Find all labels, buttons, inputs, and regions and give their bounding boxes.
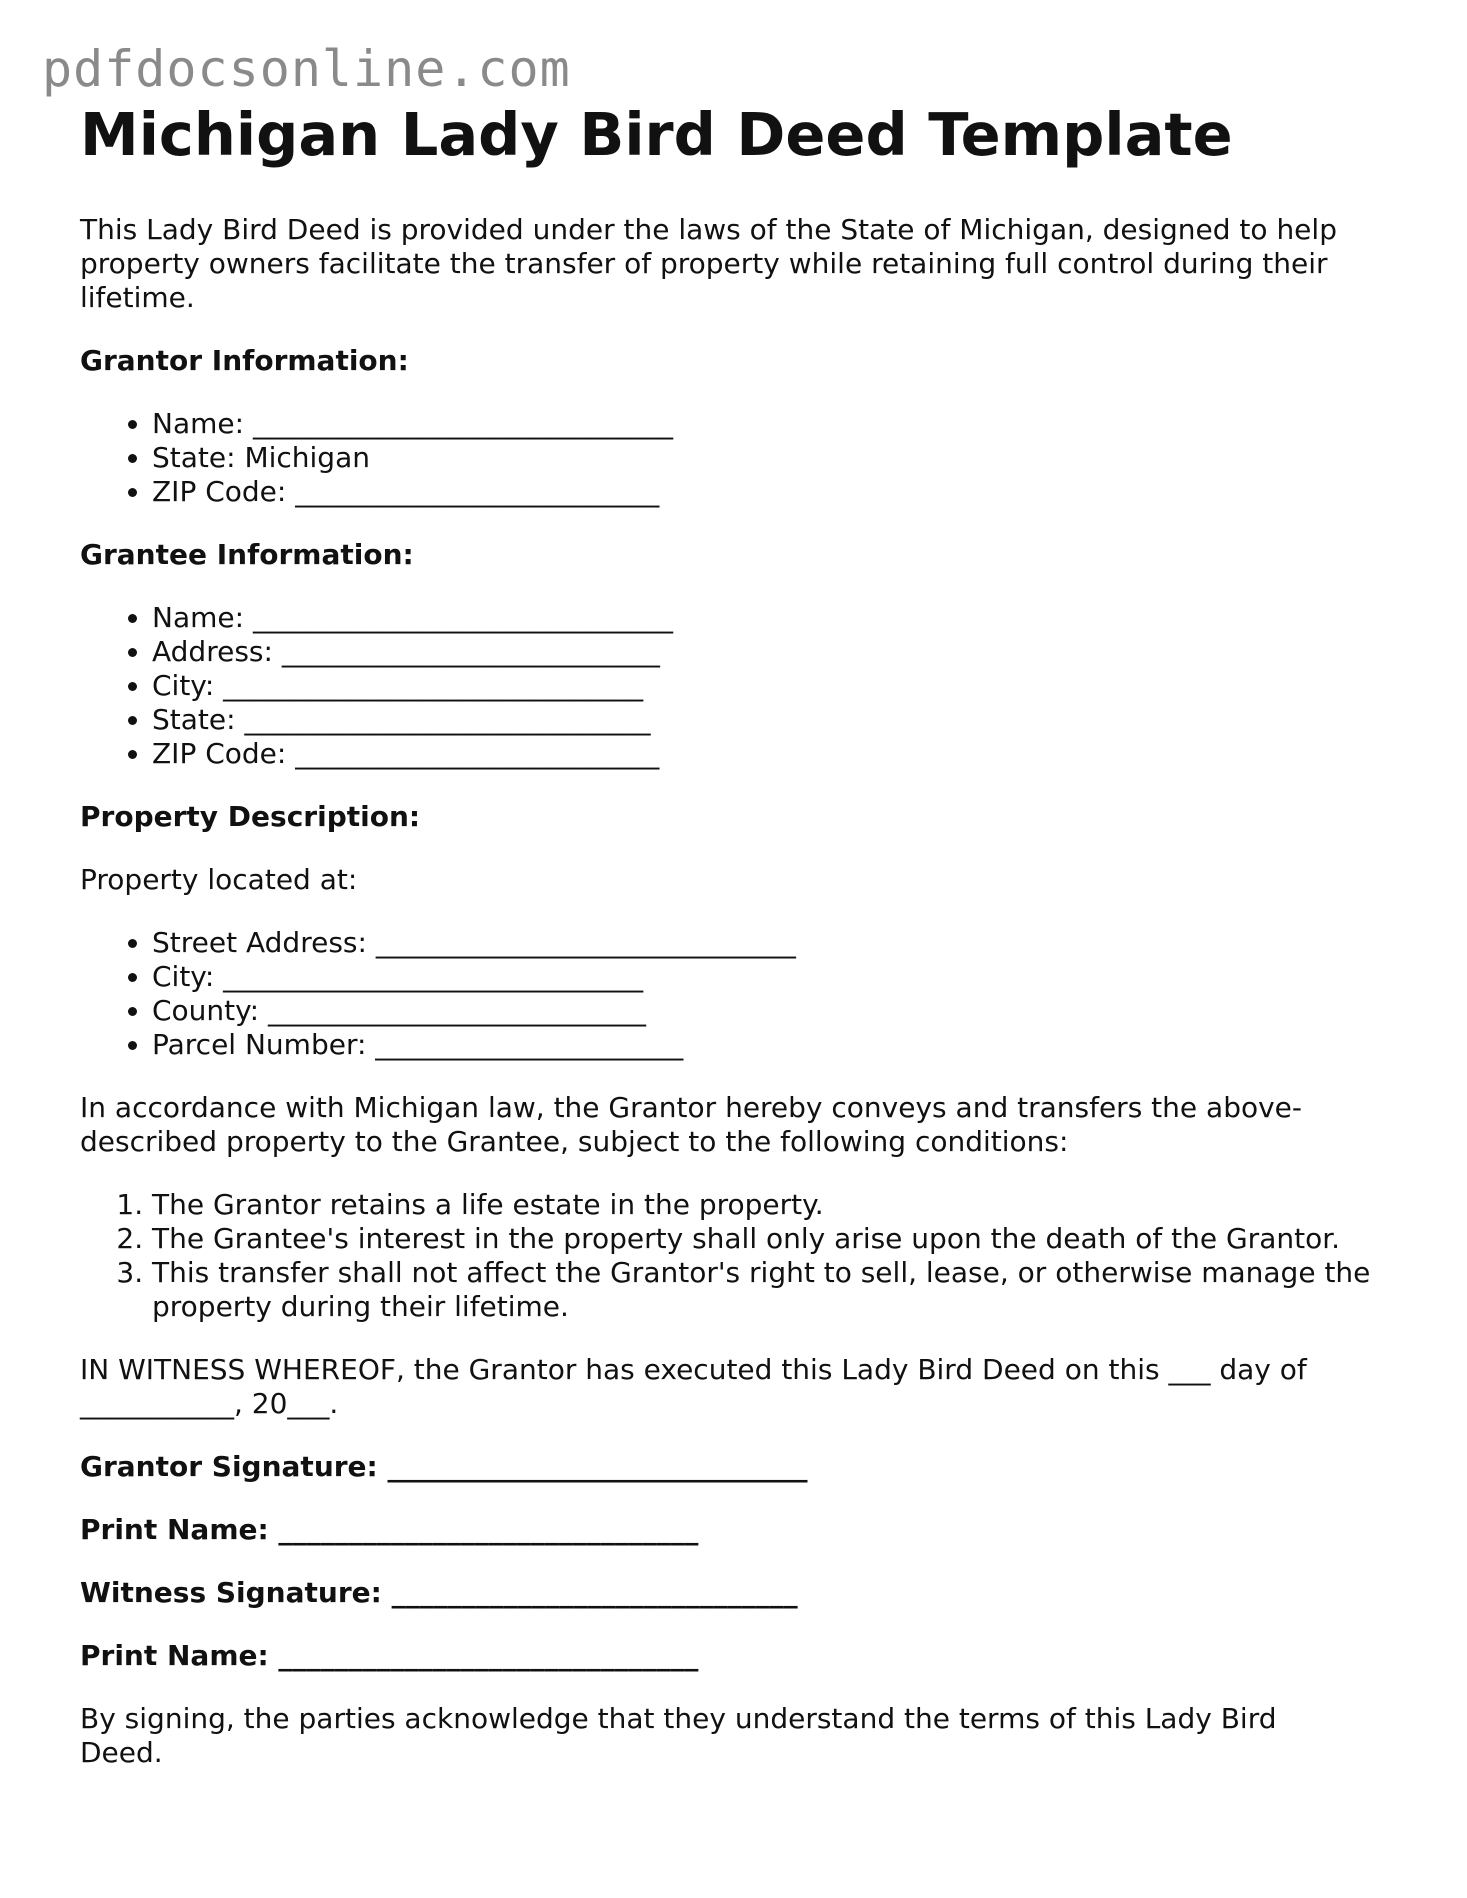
- grantee-city-field: • City: ______________________________: [152, 669, 1400, 703]
- witness-print-name-line: Print Name: ______________________________: [80, 1638, 699, 1672]
- conditions-list: [80, 1188, 1400, 1324]
- condition-item: 2. The Grantee's interest in the property shall only arise upon the death of the Grantor.: [152, 1222, 1400, 1256]
- document-title: Michigan Lady Bird Deed Template: [80, 100, 1233, 169]
- grantor-name-field: • Name: ______________________________: [152, 407, 1400, 441]
- grantee-list: [80, 601, 1400, 771]
- property-list: [80, 926, 1400, 1062]
- grantee-state-field: • State: _____________________________: [152, 703, 1400, 737]
- property-city-field: • City: ______________________________: [152, 960, 1400, 994]
- property-street-field: • Street Address: ______________________________: [152, 926, 1400, 960]
- intro-paragraph: This Lady Bird Deed is provided under the laws of the State of Michigan, designed to help property owners facilitate the transfer of property while retaining full control during their lifetime.: [80, 212, 1337, 314]
- document-page: [80, 100, 1400, 1799]
- conveyance-paragraph: In accordance with Michigan law, the Grantor hereby conveys and transfers the above-described property to the Grantee, subject to the following conditions:: [80, 1090, 1302, 1158]
- condition-item: 3. This transfer shall not affect the Grantor's right to sell, lease, or otherwise manage the property during their lifetime.: [152, 1256, 1400, 1324]
- witness-signature-line: Witness Signature: _____________________________: [80, 1575, 798, 1609]
- watermark: pdfdocsonline.com: [42, 40, 571, 98]
- grantee-address-field: • Address: ___________________________: [152, 635, 1400, 669]
- closing-paragraph: By signing, the parties acknowledge that they understand the terms of this Lady Bird Deed.: [80, 1701, 1277, 1769]
- property-located-at: Property located at:: [80, 862, 358, 896]
- condition-item: 1. The Grantor retains a life estate in the property.: [152, 1188, 1400, 1222]
- grantor-zip-field: • ZIP Code: __________________________: [152, 475, 1400, 509]
- grantor-signature-line: Grantor Signature: ______________________________: [80, 1449, 808, 1483]
- grantor-heading: Grantor Information:: [80, 343, 409, 377]
- grantee-zip-field: • ZIP Code: __________________________: [152, 737, 1400, 771]
- grantor-state-field: • State: Michigan: [152, 441, 1400, 475]
- grantee-heading: Grantee Information:: [80, 537, 414, 571]
- grantor-list: [80, 407, 1400, 509]
- grantor-print-name-line: Print Name: ______________________________: [80, 1512, 699, 1546]
- grantee-name-field: • Name: ______________________________: [152, 601, 1400, 635]
- property-heading: Property Description:: [80, 799, 421, 833]
- property-parcel-field: • Parcel Number: ______________________: [152, 1028, 1400, 1062]
- witness-clause: IN WITNESS WHEREOF, the Grantor has executed this Lady Bird Deed on this ___ day of ___________, 20___.: [80, 1352, 1307, 1420]
- property-county-field: • County: ___________________________: [152, 994, 1400, 1028]
